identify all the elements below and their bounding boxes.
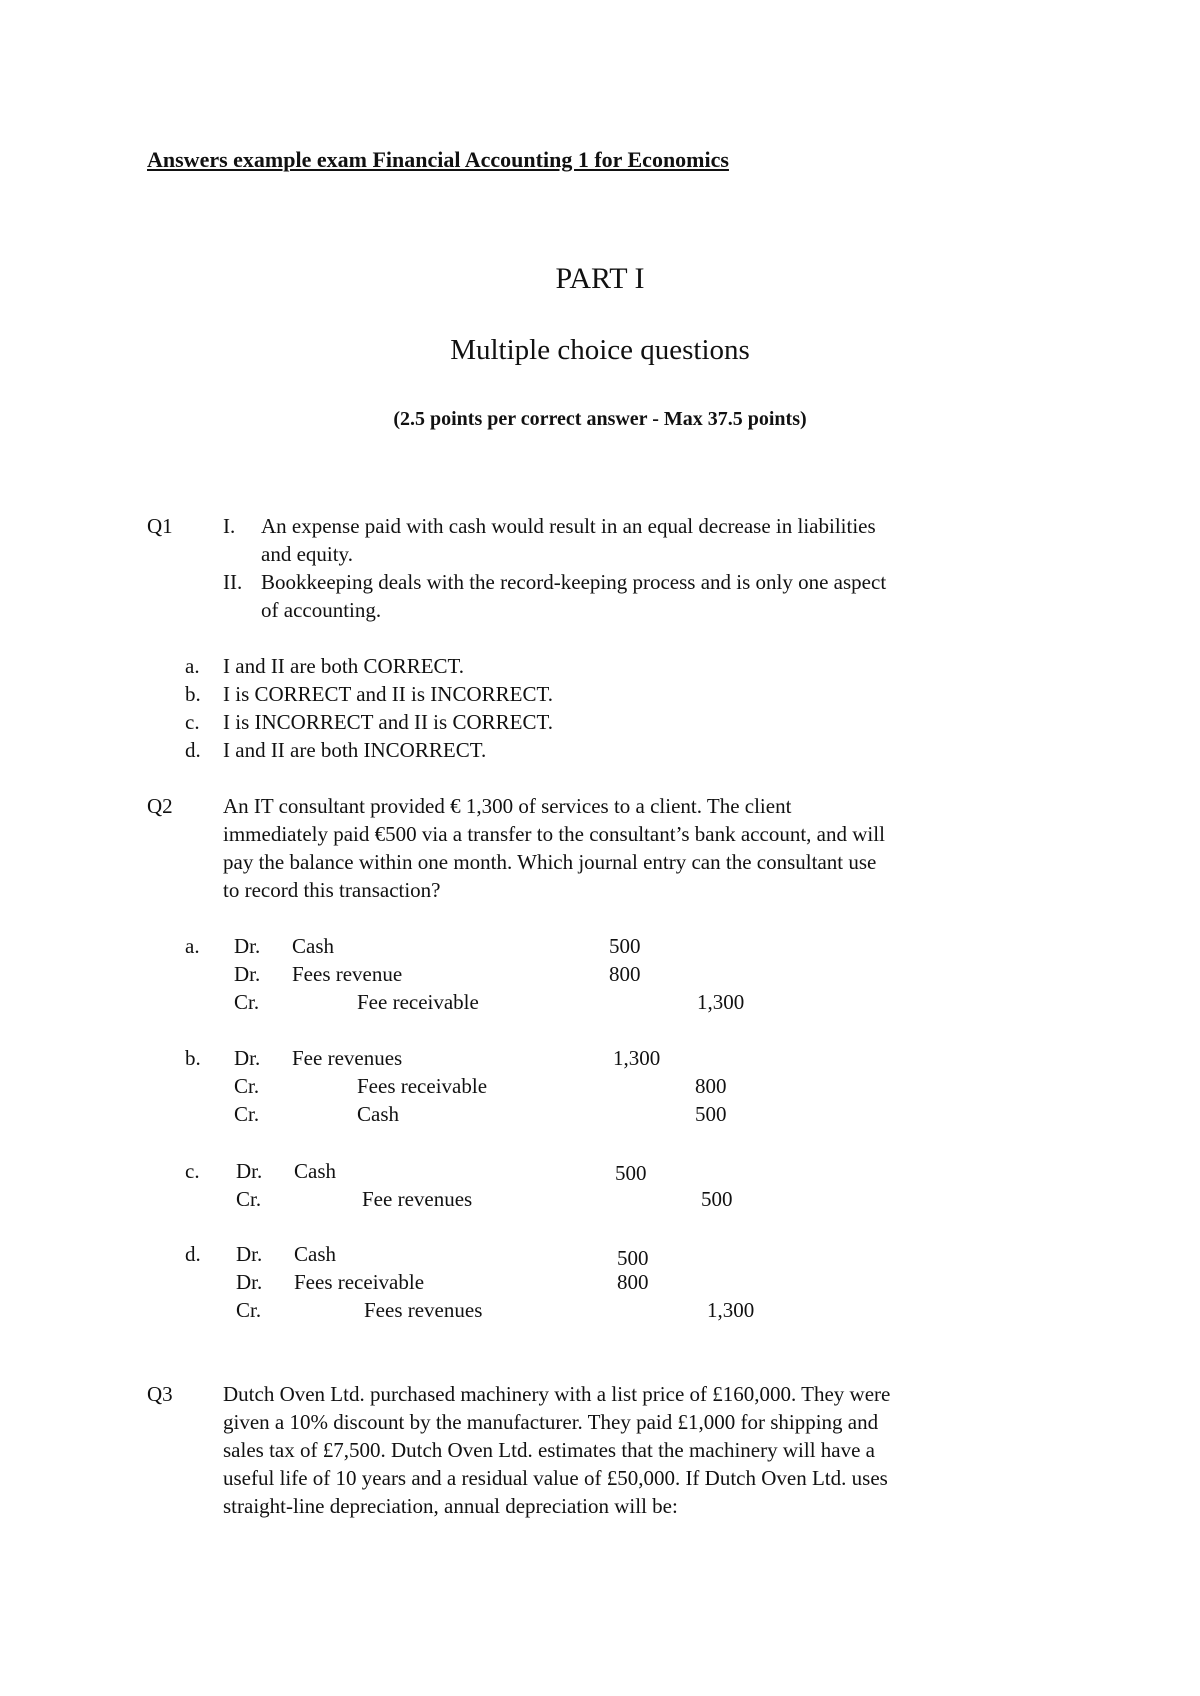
- option-letter: d.: [185, 738, 201, 762]
- entry-account: Cash: [294, 1242, 336, 1266]
- entry-debit: 1,300: [613, 1046, 661, 1070]
- question-line: pay the balance within one month. Which journal entry can the consultant use: [223, 850, 877, 874]
- entry-debit: 500: [617, 1246, 649, 1270]
- question-line: An IT consultant provided € 1,300 of services to a client. The client: [223, 794, 792, 818]
- option-letter: a.: [185, 934, 200, 958]
- entry-account: Fees revenues: [364, 1298, 483, 1322]
- entry-side: Cr.: [234, 990, 260, 1014]
- entry-side: Dr.: [236, 1242, 263, 1266]
- question-number: Q2: [147, 794, 173, 818]
- question-line: straight-line depreciation, annual depreciation will be:: [223, 1494, 678, 1518]
- entry-side: Dr.: [234, 934, 261, 958]
- statement-line: An expense paid with cash would result in an equal decrease in liabilities: [261, 514, 876, 538]
- option-text: I is INCORRECT and II is CORRECT.: [223, 710, 553, 734]
- entry-side: Dr.: [234, 1046, 261, 1070]
- entry-account: Fees revenue: [292, 962, 403, 986]
- entry-side: Cr.: [234, 1074, 260, 1098]
- option-text: I is CORRECT and II is INCORRECT.: [223, 682, 553, 706]
- option-letter: a.: [185, 654, 200, 678]
- question-line: useful life of 10 years and a residual value of £50,000. If Dutch Oven Ltd. uses: [223, 1466, 888, 1490]
- entry-account: Cash: [292, 934, 334, 958]
- option-letter: c.: [185, 1159, 200, 1183]
- statement-line: of accounting.: [261, 598, 382, 622]
- entry-account: Cash: [357, 1102, 399, 1126]
- option-text: I and II are both INCORRECT.: [223, 738, 487, 762]
- entry-credit: 1,300: [707, 1298, 755, 1322]
- entry-debit: 800: [609, 962, 641, 986]
- question-line: immediately paid €500 via a transfer to the consultant’s bank account, and will: [223, 822, 885, 846]
- entry-account: Cash: [294, 1159, 336, 1183]
- entry-side: Dr.: [236, 1270, 263, 1294]
- question-line: given a 10% discount by the manufacturer. They paid £1,000 for shipping and: [223, 1410, 879, 1434]
- points-note: (2.5 points per correct answer - Max 37.5 points): [393, 408, 807, 430]
- statement-numeral: II.: [223, 570, 243, 594]
- entry-account: Fees receivable: [357, 1074, 488, 1098]
- entry-debit: 800: [617, 1270, 649, 1294]
- entry-credit: 1,300: [697, 990, 745, 1014]
- entry-side: Cr.: [234, 1102, 260, 1126]
- question-number: Q3: [147, 1382, 173, 1406]
- question-line: to record this transaction?: [223, 878, 441, 902]
- option-letter: b.: [185, 682, 201, 706]
- statement-line: Bookkeeping deals with the record-keeping process and is only one aspect: [261, 570, 887, 594]
- entry-side: Dr.: [236, 1159, 263, 1183]
- entry-side: Dr.: [234, 962, 261, 986]
- option-letter: c.: [185, 710, 200, 734]
- entry-debit: 500: [609, 934, 641, 958]
- question-line: sales tax of £7,500. Dutch Oven Ltd. estimates that the machinery will have a: [223, 1438, 875, 1462]
- statement-line: and equity.: [261, 542, 353, 566]
- entry-side: Cr.: [236, 1298, 262, 1322]
- question-number: Q1: [147, 514, 173, 538]
- statement-numeral: I.: [223, 514, 236, 538]
- entry-debit: 500: [615, 1161, 647, 1185]
- part-heading: PART I: [555, 262, 645, 295]
- entry-account: Fee receivable: [357, 990, 479, 1014]
- question-line: Dutch Oven Ltd. purchased machinery with a list price of £160,000. They were: [223, 1382, 891, 1406]
- document-title: Answers example exam Financial Accounting 1 for Economics: [147, 147, 729, 172]
- option-letter: d.: [185, 1242, 201, 1266]
- entry-credit: 800: [695, 1074, 727, 1098]
- entry-account: Fees receivable: [294, 1270, 425, 1294]
- section-subtitle: Multiple choice questions: [450, 334, 750, 366]
- entry-account: Fee revenues: [362, 1187, 473, 1211]
- entry-account: Fee revenues: [292, 1046, 403, 1070]
- entry-credit: 500: [701, 1187, 733, 1211]
- option-text: I and II are both CORRECT.: [223, 654, 465, 678]
- entry-credit: 500: [695, 1102, 727, 1126]
- option-letter: b.: [185, 1046, 201, 1070]
- entry-side: Cr.: [236, 1187, 262, 1211]
